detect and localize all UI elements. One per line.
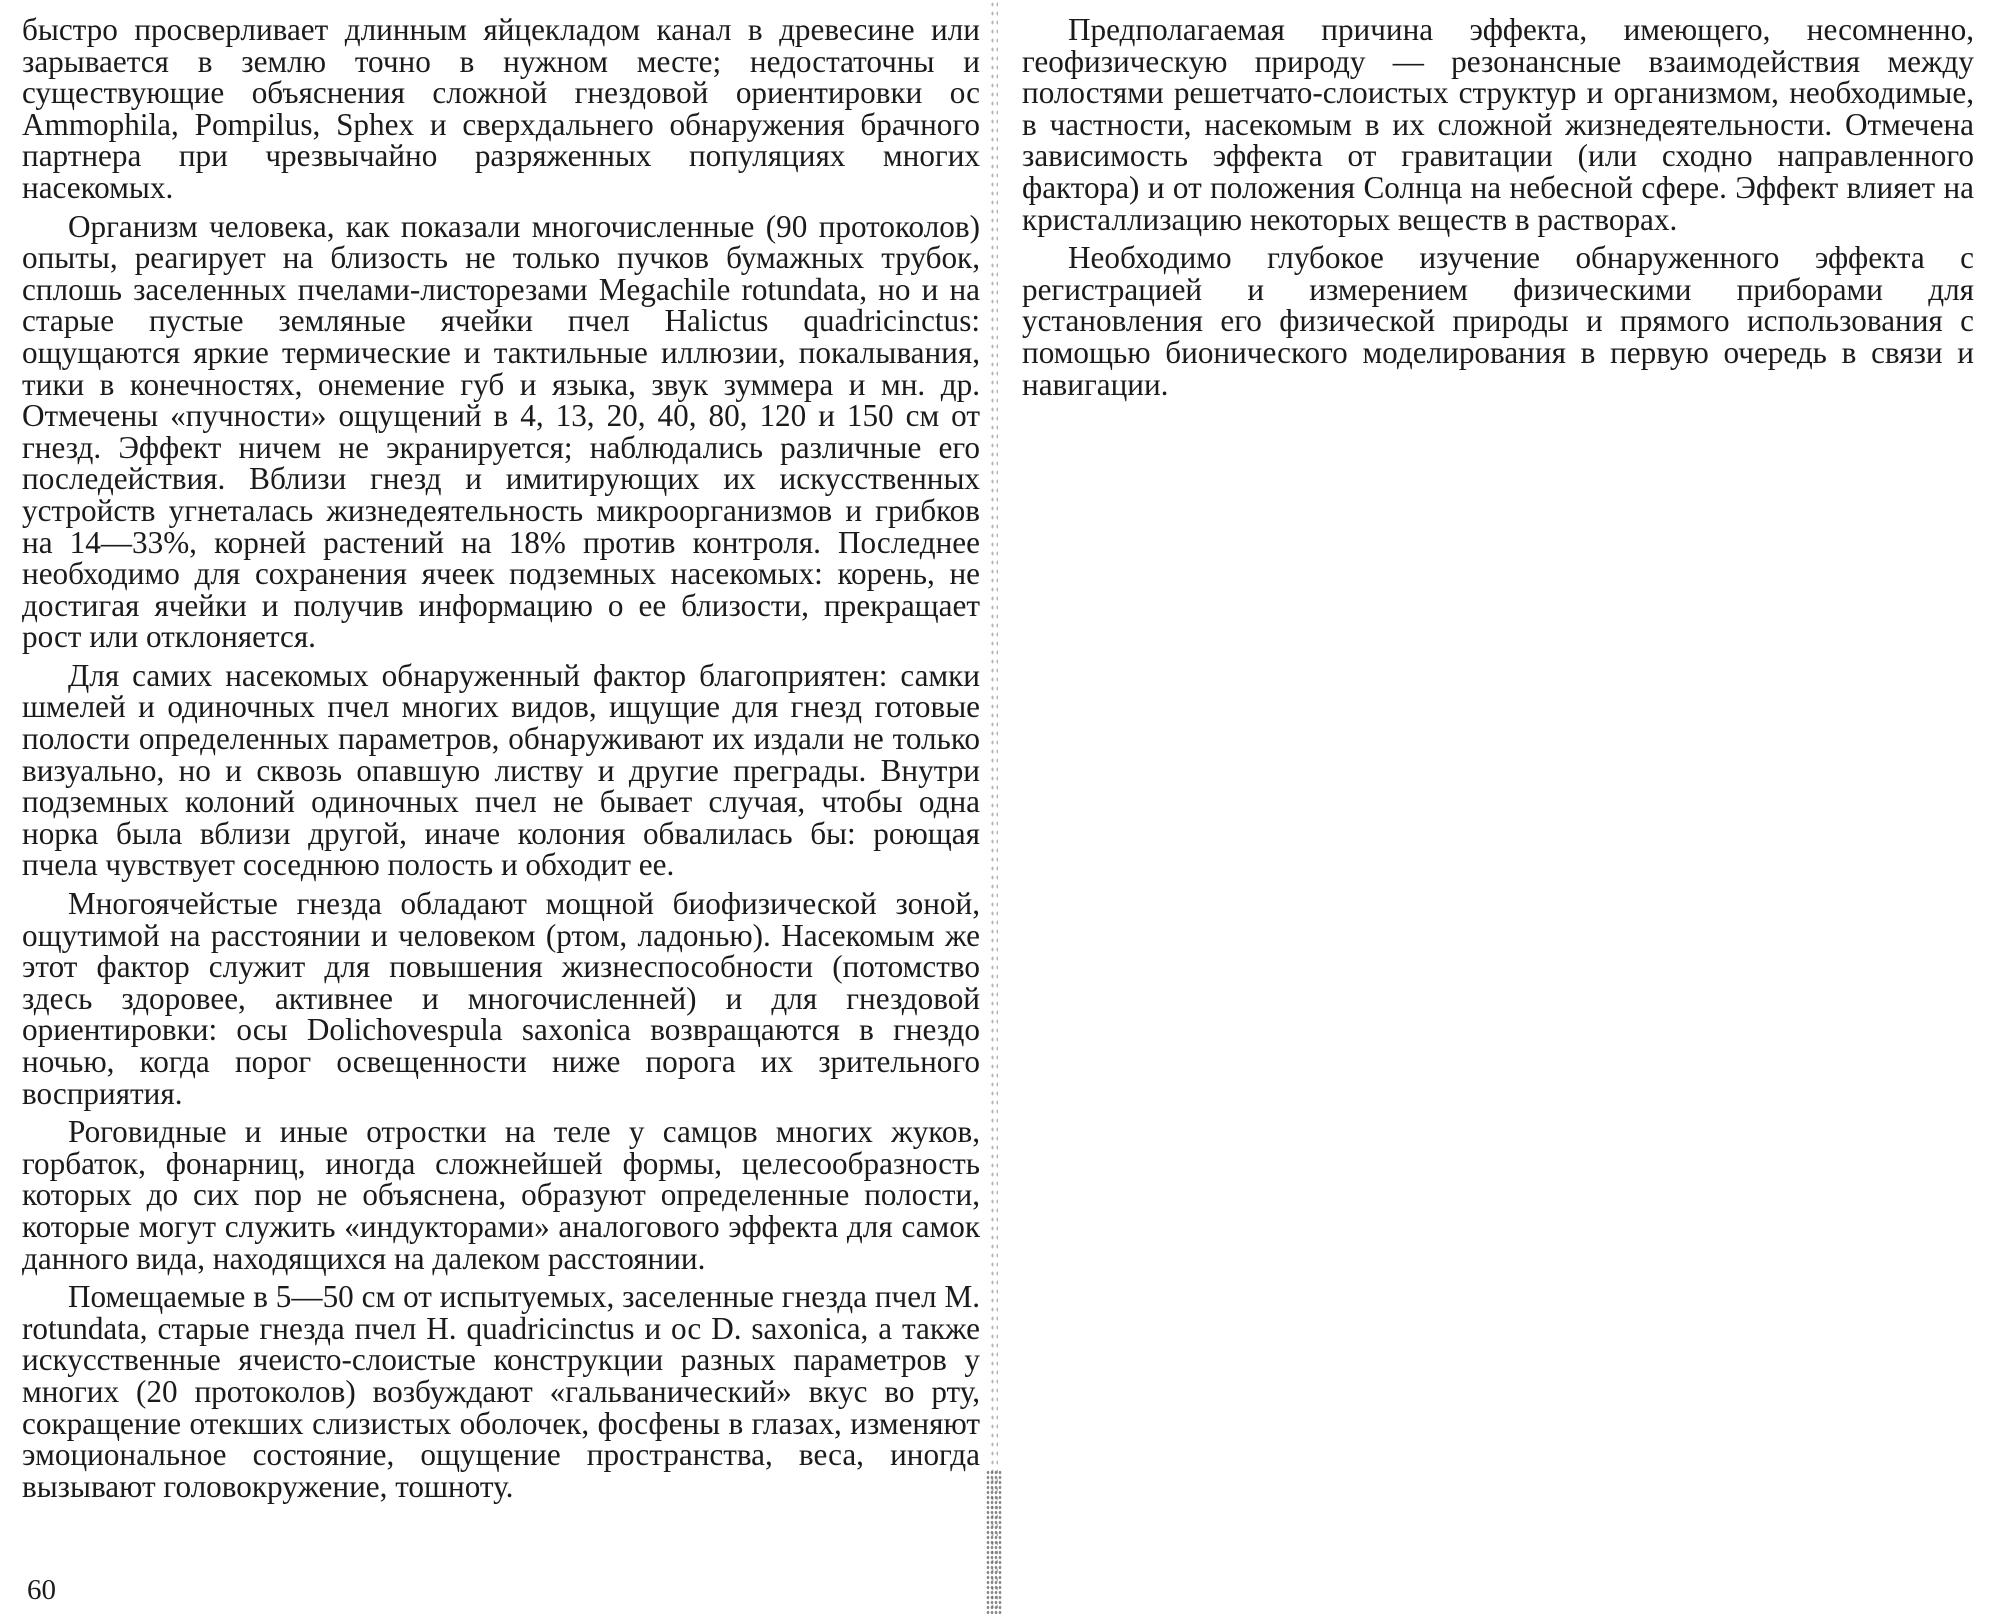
paragraph-multicell-nests: Многоячейстые гнезда обладают мощной биофизической зоной, ощутимой на расстоянии и человеком (ртом, ладонью). Насекомым же этот фактор служит для повышения жизнеспособности (потомство здесь здоровее, активнее и многочисленней) и для гнездовой ориентировки: осы Dolichovespula saxonica возвращаются в гнездо ночью, когда порог освещенности ниже порога их зрительного восприятия. xyxy=(22,886,980,1111)
page-number: 60 xyxy=(27,1574,56,1606)
page-gutter xyxy=(990,0,998,1614)
paragraph-insects-favorable-factor: Для самих насекомых обнаруженный фактор благоприятен: самки шмелей и одиночных пчел многих видов, ищущие для гнезд готовые полости определенных параметров, обнаруживают их издали не только визуально, но и сквозь опавшую листву и другие преграды. Внутри подземных колоний одиночных пчел не бывает случая, чтобы одна норка была вблизи другой, иначе колония обвалилась бы: роющая пчела чувствует соседнюю полость и обходит ее. xyxy=(22,657,980,883)
right-text-column xyxy=(1022,14,1974,407)
paragraph-horn-outgrowths: Роговидные и иные отростки на теле у самцов многих жуков, горбаток, фонарниц, иногда сложнейшей формы, целесообразность которых до сих пор не объяснена, образуют определенные полости, которые могут служить «индукторами» аналогового эффекта для самок данного вида, находящихся на далеком расстоянии. xyxy=(22,1114,980,1276)
left-text-column xyxy=(22,14,980,1509)
gutter-scan-noise xyxy=(986,1470,1002,1614)
paragraph-continuation: быстро просверливает длинным яйцекладом канал в древесине или зарывается в землю точно в нужном месте; недостаточны и существующие объяснения сложной гнездовой ориентировки ос Ammophila, Pompilus, Sphex и сверхдальнего обнаружения брачного партнера при чрезвычайно разряженных популяциях многих насекомых. xyxy=(22,12,980,205)
paragraph-further-study: Необходимо глубокое изучение обнаруженного эффекта с регистрацией и измерением физическими приборами для установления его физической природы и прямого использования с помощью бионического моделирования в первую очередь в связи и навигации. xyxy=(1022,240,1974,402)
paragraph-presumed-cause: Предполагаемая причина эффекта, имеющего, несомненно, геофизическую природу — резонансные взаимодействия между полостями решетчато-слоистых структур и организмом, необходимые, в частности, насекомым в их сложной жизнедеятельности. Отмечена зависимость эффекта от гравитации (или сходно направленного фактора) и от положения Солнца на небесной сфере. Эффект влияет на кристаллизацию некоторых веществ в растворах. xyxy=(1022,12,1974,237)
paragraph-human-organism-reaction: Организм человека, как показали многочисленные (90 протоколов) опыты, реагирует на близость не только пучков бумажных трубок, сплошь заселенных пчелами-листорезами Megachile rotundata, но и на старые пустые земляные ячейки пчел Halictus quadricinctus: ощущаются яркие термические и тактильные иллюзии, покалывания, тики в конечностях, онемение губ и языка, звук зуммера и мн. др. Отмечены «пучности» ощущений в 4, 13, 20, 40, 80, 120 и 150 см от гнезд. Эффект ничем не экранируется; наблюдались различные его последействия. Вблизи гнезд и имитирующих их искусственных устройств угнеталась жизнедеятельность микроорганизмов и грибков на 14—33%, корней растений на 18% против контроля. Последнее необходимо для сохранения ячеек подземных насекомых: корень, не достигая ячейки и получив информацию о ее близости, прекращает рост или отклоняется. xyxy=(22,208,980,655)
paragraph-placed-nests-effects: Помещаемые в 5—50 см от испытуемых, заселенные гнезда пчел M. rotundata, старые гнезда пчел H. quadricinctus и ос D. saxonica, а также искусственные ячеисто-слоистые конструкции разных параметров у многих (20 протоколов) возбуждают «гальванический» вкус во рту, сокращение отекших слизистых оболочек, фосфены в глазах, изменяют эмоциональное состояние, ощущение пространства, веса, иногда вызывают головокружение, тошноту. xyxy=(22,1279,980,1504)
